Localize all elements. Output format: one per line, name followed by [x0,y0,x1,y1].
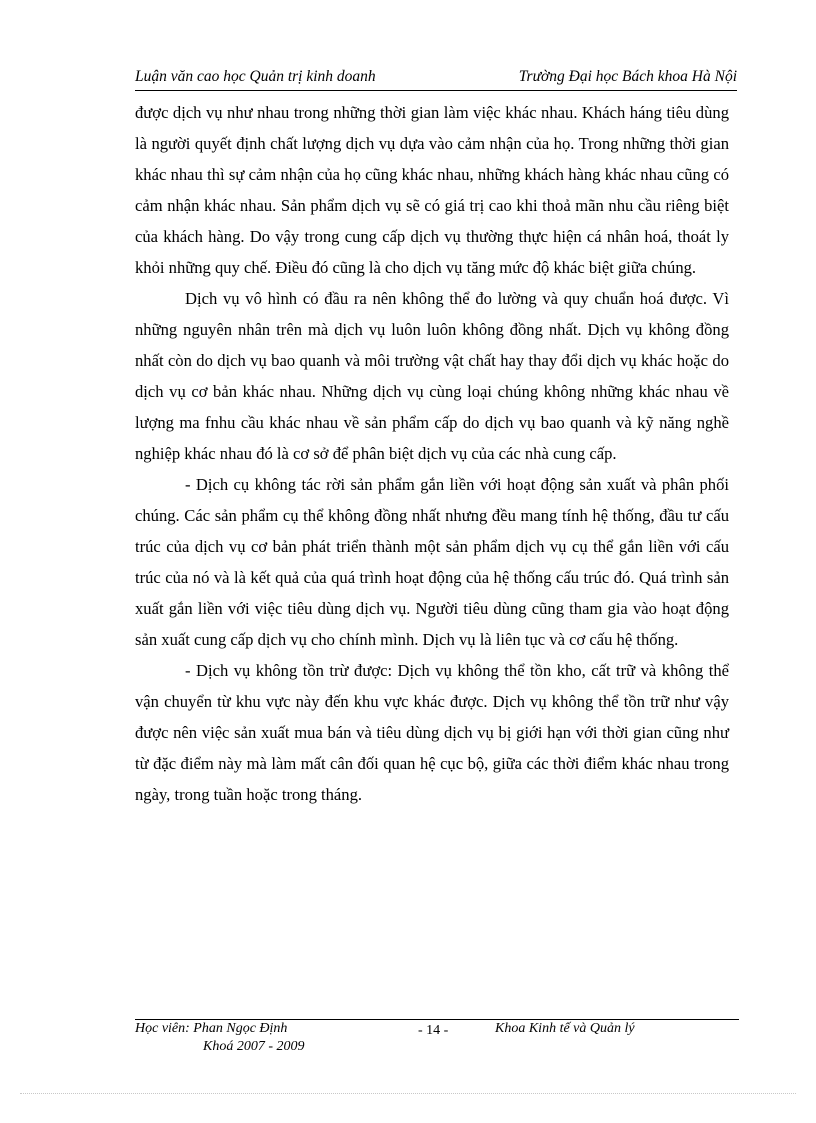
paragraph-4: - Dịch vụ không tồn trừ được: Dịch vụ không thể tồn kho, cất trữ và không thể vận chuyển từ khu vực này đến khu vực khác được. Dịch vụ không thể tồn trữ như vậy được nên việc sản xuất mua bán và tiêu dùng dịch vụ bị giới hạn với thời gian cũng như từ đặc điểm này mà làm mất cân đối quan hệ cục bộ, giữa các thời điểm khác nhau trong ngày, trong tuần hoặc trong tháng. [135,661,729,804]
page-bottom-divider [20,1093,796,1094]
page-footer [135,1019,739,1054]
body-text [135,97,729,810]
footer-student: Học viên: Phan Ngọc Định [135,1021,288,1036]
footer-course: Khoá 2007 - 2009 [203,1039,305,1054]
header-university: Trường Đại học Bách khoa Hà Nội [518,68,737,85]
paragraph-2: Dịch vụ vô hình có đầu ra nên không thể đo lường và quy chuẩn hoá được. Vì những nguyên nhân trên mà dịch vụ luôn luôn không đồng nhất. Dịch vụ không đồng nhất còn do dịch vụ bao quanh và môi trường vật chất hay thay đổi dịch vụ khác hoặc do dịch vụ cơ bản khác nhau. Những dịch vụ cùng loại chúng không những khác nhau về lượng ma fnhu cầu khác nhau về sản phẩm cấp do dịch vụ bao quanh và kỹ năng nghề nghiệp khác nhau đó là cơ sở để phân biệt dịch vụ của các nhà cung cấp. [135,289,729,463]
paragraph-1: được dịch vụ như nhau trong những thời gian làm việc khác nhau. Khách háng tiêu dùng là người quyết định chất lượng dịch vụ dựa vào cảm nhận của họ. Trong những thời gian khác nhau thì sự cảm nhận của họ cũng khác nhau, những khách hàng khác nhau cũng có cảm nhận khác nhau. Sản phẩm dịch vụ sẽ có giá trị cao khi thoả mãn nhu cầu riêng biệt của khách hàng. Do vậy trong cung cấp dịch vụ thường thực hiện cá nhân hoá, thoát ly khỏi những quy chế. Điều đó cũng là cho dịch vụ tăng mức độ khác biệt giữa chúng. [135,103,729,277]
page-number: - 14 - [418,1023,449,1038]
footer-faculty: Khoa Kinh tế và Quản lý [495,1021,635,1036]
header-thesis-title: Luận văn cao học Quản trị kinh doanh [135,68,376,85]
paragraph-3: - Dịch cụ không tác rời sản phẩm gắn liền với hoạt động sản xuất và phân phối chúng. Các sản phẩm cụ thể không đồng nhất nhưng đều mang tính hệ thống, đầu tư cấu trúc của dịch vụ cơ bản phát triển thành một sản phẩm dịch vụ cụ thể gắn liền với cấu trúc của nó và là kết quả của quá trình hoạt động của hệ thống cấu trúc đó. Quá trình sản xuất gắn liền với việc tiêu dùng dịch vụ. Người tiêu dùng cũng tham gia vào hoạt động sản xuất cung cấp dịch vụ cho chính mình. Dịch vụ là liên tục và cơ cấu hệ thống. [135,475,729,649]
page-header [135,66,737,91]
